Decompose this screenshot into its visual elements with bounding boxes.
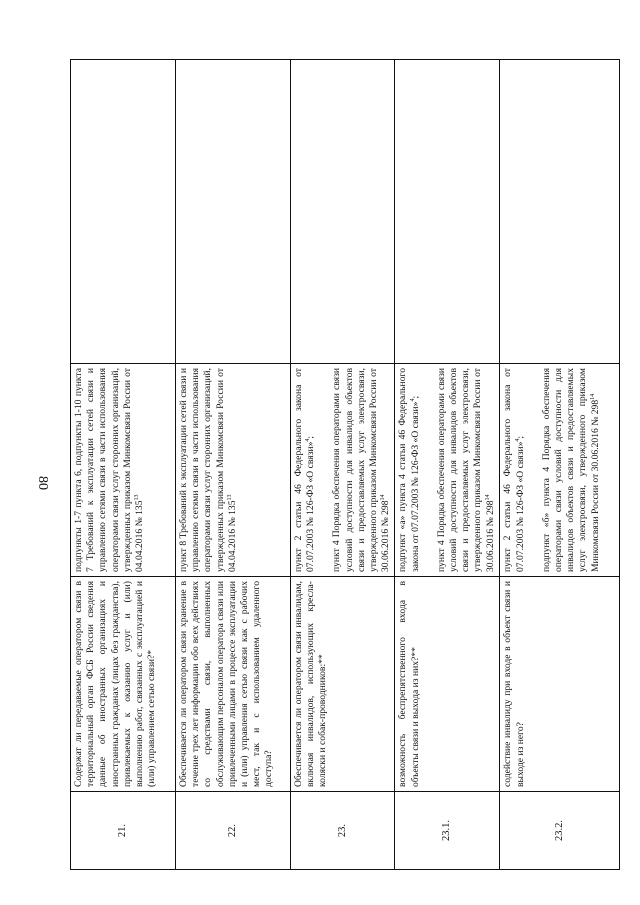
question-cell: содействие инвалиду при входе в объект связи и выходе из него? bbox=[500, 577, 620, 792]
reference-cell bbox=[291, 364, 395, 577]
question-cell: Обеспечивается ли оператором связи хранение в течение трех лет информации обо всех действиях со средствами связи, выполненных обслуживающим персоналом оператора связи или привлеченными лицами в процессе эксплуатации и (или) управления сетью связи как с рабочих мест, так и с использованием удаленного доступа? bbox=[176, 577, 291, 792]
page-number: 80 bbox=[35, 476, 50, 490]
checklist-table bbox=[70, 59, 620, 870]
table-row bbox=[71, 60, 176, 870]
question-cell: возможность беспрепятственного входа в объекты связи и выхода из них?** bbox=[395, 577, 500, 792]
row-number: 23.1. bbox=[395, 792, 500, 870]
row-number: 22. bbox=[176, 792, 291, 870]
reference-cell bbox=[395, 364, 500, 577]
reference-line: пункт 4 Порядка обеспечения операторами связи условий доступности для инвалидов объектов связи и предоставляемых услуг электросвязи, утвержденного приказом Минкомсвязи России от 30.06.2016 № $298^{14}$ bbox=[435, 368, 496, 572]
reference-line: подпункт «а» пункта 4 статьи 46 Федерального закона от 07.07.2003 № 126-ФЗ «О связи»$^4$; bbox=[397, 368, 421, 572]
reference-cell bbox=[176, 364, 291, 577]
table-row bbox=[500, 60, 620, 870]
reference-cell bbox=[71, 364, 176, 577]
answer-cell bbox=[395, 60, 500, 364]
checklist-table-container bbox=[70, 60, 615, 870]
reference-line: подпункт «б» пункта 4 Порядка обеспечения операторами связи условий доступности для инвалидов объектов связи и предоставляемых услуг электросвязи, утвержденного приказом Минкомсвязи России от 30.06.2016 № $298^{14}$ bbox=[540, 368, 601, 572]
reference-line: пункт 4 Порядка обеспечения операторами связи условий доступности для инвалидов объектов связи и предоставляемых услуг электросвязи, утвержденного приказом Минкомсвязи России от 30.06.2016 № $298^{14}$ bbox=[331, 368, 392, 572]
row-number: 23.2. bbox=[500, 792, 620, 870]
reference-line: пункт 2 статьи 46 Федерального закона от 07.07.2003 № 126-ФЗ «О связи»$^4$; bbox=[502, 368, 526, 572]
question-cell: Обеспечивается ли оператором связи инвалидам, включая инвалидов, использующих кресла-коляски и собак-проводников:** bbox=[291, 577, 395, 792]
table-row bbox=[291, 60, 395, 870]
table-row bbox=[395, 60, 500, 870]
question-cell: Содержат ли передаваемые оператором связи в территориальный орган ФСБ России сведения данные об иностранных организациях и иностранных гражданах (лицах без гражданства), привлекаемых к оказанию услуг и (или) выполнению работ, связанных с эксплуатацией и (или) управлением сетью связи?* bbox=[71, 577, 176, 792]
answer-cell bbox=[500, 60, 620, 364]
reference-cell bbox=[500, 364, 620, 577]
table-row bbox=[176, 60, 291, 870]
reference-line: подпункты 1-7 пункта 6, подпункты 1-10 пункта 7 Требований к эксплуатации сетей связи и управлению сетями связи в части использования операторами связи услуг сторонних организаций, утвержденных приказом Минкомсвязи России от 04.04.2016 № $135^{13}$ bbox=[73, 368, 146, 572]
reference-line: пункт 8 Требований к эксплуатации сетей связи и управлению сетями связи в части использования операторами связи услуг сторонних организаций, утвержденных приказом Минкомсвязи России от 04.04.2016 № $135^{13}$ bbox=[178, 368, 238, 572]
row-number: 21. bbox=[71, 792, 176, 870]
answer-cell bbox=[71, 60, 176, 364]
reference-line: пункт 2 статьи 46 Федерального закона от 07.07.2003 № 126-ФЗ «О связи»$^4$; bbox=[293, 368, 317, 572]
answer-cell bbox=[291, 60, 395, 364]
row-number: 23. bbox=[291, 792, 395, 870]
answer-cell bbox=[176, 60, 291, 364]
